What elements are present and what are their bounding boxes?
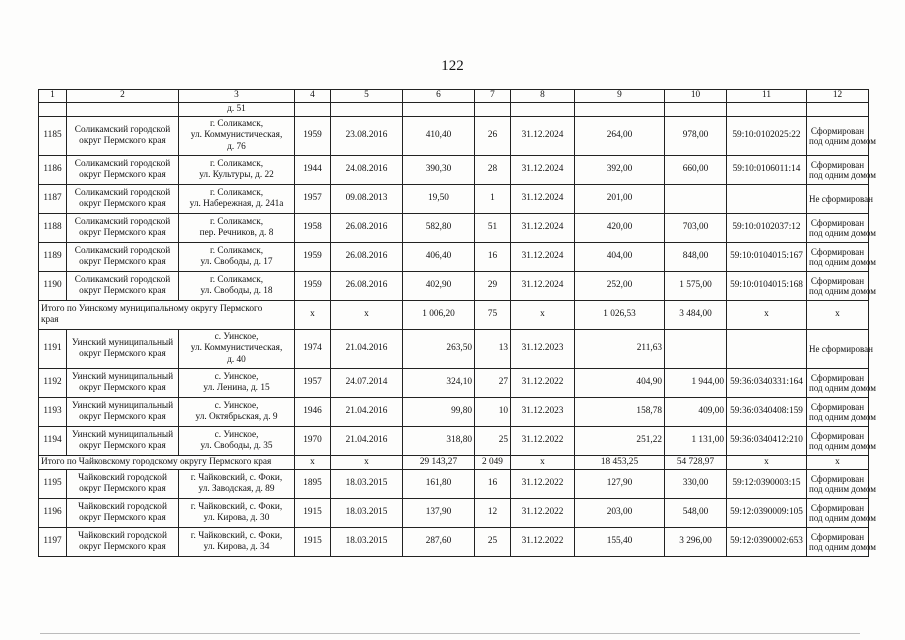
resettlement-deadline: 31.12.2024	[511, 272, 575, 301]
recognition-date: 21.04.2016	[331, 330, 403, 369]
cadastral-number: 59:36:0340412:210	[727, 427, 807, 456]
address-line: г. Соликамск,	[209, 245, 264, 256]
empty-cell	[475, 103, 511, 117]
cadastral-number	[727, 185, 807, 214]
address-line: ул. Свободы, д. 18	[200, 286, 273, 296]
year-built: 1957	[295, 185, 331, 214]
subtotal-label	[39, 301, 295, 330]
land-area: 978,00	[665, 117, 727, 156]
land-area: 1 575,00	[665, 272, 727, 301]
empty-cell	[331, 103, 403, 117]
area-2: 420,00	[575, 214, 665, 243]
land-status-line: Сформирован	[810, 372, 865, 383]
land-status	[807, 214, 876, 243]
subtotal-c5: x	[331, 456, 403, 470]
residents: 28	[475, 156, 511, 185]
municipality: Соликамский городской округ Пермского края	[67, 272, 179, 301]
land-status	[807, 528, 876, 557]
table-row	[39, 185, 869, 214]
land-area: 660,00	[665, 156, 727, 185]
residents: 13	[475, 330, 511, 369]
year-built: 1915	[295, 528, 331, 557]
address	[179, 185, 295, 214]
resettlement-deadline: 31.12.2023	[511, 398, 575, 427]
land-status-line: под одним домом	[809, 383, 876, 393]
address-line: ул. Ленина, д. 15	[203, 383, 270, 393]
subtotal-area: 29 143,27	[403, 456, 475, 470]
land-status-line: под одним домом	[809, 257, 876, 267]
address-continuation: д. 51	[179, 103, 295, 117]
column-number: 7	[475, 90, 511, 103]
address-line: д. 76	[227, 141, 246, 152]
column-number: 11	[727, 90, 807, 103]
land-status-line: под одним домом	[809, 484, 876, 494]
address-line: г. Соликамск,	[209, 216, 264, 227]
row-number: 1191	[39, 330, 67, 369]
address-line: г. Чайковский, с. Фоки,	[190, 501, 283, 512]
address-line: г. Чайковский, с. Фоки,	[190, 472, 283, 483]
subtotal-row	[39, 456, 869, 470]
area-2: 127,90	[575, 470, 665, 499]
subtotal-residents: 2 049	[475, 456, 511, 470]
land-status-line: Сформирован	[810, 159, 865, 170]
column-number: 3	[179, 90, 295, 103]
recognition-date: 21.04.2016	[331, 427, 403, 456]
total-area: 390,30	[403, 156, 475, 185]
address-line: ул. Свободы, д. 35	[200, 441, 273, 451]
cadastral-number: 59:10:0106011:14	[727, 156, 807, 185]
residents: 29	[475, 272, 511, 301]
land-area: 330,00	[665, 470, 727, 499]
municipality: Уинский муниципальный округ Пермского края	[67, 427, 179, 456]
subtotal-c8: x	[511, 456, 575, 470]
table-row	[39, 272, 869, 301]
land-status	[807, 369, 876, 398]
row-number: 1197	[39, 528, 67, 557]
land-status-line: Сформирован	[810, 275, 865, 286]
recognition-date: 09.08.2013	[331, 185, 403, 214]
area-2: 392,00	[575, 156, 665, 185]
column-number: 5	[331, 90, 403, 103]
municipality: Чайковский городской округ Пермского края	[67, 470, 179, 499]
year-built: 1957	[295, 369, 331, 398]
address-line: ул. Октябрьская, д. 9	[195, 412, 278, 422]
area-2: 252,00	[575, 272, 665, 301]
address-line: ул. Коммунистическая,	[190, 130, 283, 141]
empty-cell	[403, 103, 475, 117]
resettlement-deadline: 31.12.2024	[511, 117, 575, 156]
municipality: Уинский муниципальный округ Пермского края	[67, 398, 179, 427]
land-area: 848,00	[665, 243, 727, 272]
area-2: 251,22	[575, 427, 665, 456]
recognition-date: 18.03.2015	[331, 499, 403, 528]
total-area: 137,90	[403, 499, 475, 528]
row-number: 1188	[39, 214, 67, 243]
land-status	[807, 470, 876, 499]
total-area: 19,50	[403, 185, 475, 214]
area-2: 201,00	[575, 185, 665, 214]
land-status	[807, 272, 876, 301]
land-status-line: Сформирован	[810, 430, 865, 441]
land-area	[665, 185, 727, 214]
address-line: ул. Коммунистическая,	[190, 343, 283, 354]
table-row	[39, 398, 869, 427]
land-status	[807, 156, 876, 185]
subtotal-c4: x	[295, 301, 331, 330]
column-number: 10	[665, 90, 727, 103]
area-2: 158,78	[575, 398, 665, 427]
residents: 1	[475, 185, 511, 214]
municipality: Чайковский городской округ Пермского края	[67, 528, 179, 557]
land-area: 703,00	[665, 214, 727, 243]
year-built: 1959	[295, 117, 331, 156]
empty-cell	[807, 103, 869, 117]
cadastral-number: 59:36:0340408:159	[727, 398, 807, 427]
empty-cell	[295, 103, 331, 117]
land-status-line: Не сформирован	[809, 343, 873, 354]
recognition-date: 21.04.2016	[331, 398, 403, 427]
land-status-line: под одним домом	[809, 228, 876, 238]
total-area: 263,50	[403, 330, 475, 369]
column-number: 4	[295, 90, 331, 103]
row-number: 1196	[39, 499, 67, 528]
resettlement-deadline: 31.12.2022	[511, 499, 575, 528]
land-status	[807, 243, 876, 272]
total-area: 324,10	[403, 369, 475, 398]
year-built: 1959	[295, 272, 331, 301]
resettlement-deadline: 31.12.2024	[511, 185, 575, 214]
subtotal-area2: 1 026,53	[575, 301, 665, 330]
area-2: 203,00	[575, 499, 665, 528]
cadastral-number: 59:12:0390003:15	[727, 470, 807, 499]
cadastral-number: 59:10:0102037:12	[727, 214, 807, 243]
year-built: 1959	[295, 243, 331, 272]
land-status	[807, 330, 873, 369]
address	[179, 156, 295, 185]
resettlement-deadline: 31.12.2024	[511, 214, 575, 243]
address-line: г. Чайковский, с. Фоки,	[190, 530, 283, 541]
land-status-line: под одним домом	[809, 170, 876, 180]
address	[179, 243, 295, 272]
table-row	[39, 117, 869, 156]
table-row	[39, 427, 869, 456]
year-built: 1974	[295, 330, 331, 369]
land-area: 3 296,00	[665, 528, 727, 557]
table-row	[39, 499, 869, 528]
empty-cell	[511, 103, 575, 117]
land-status	[807, 185, 873, 214]
resettlement-deadline: 31.12.2024	[511, 156, 575, 185]
municipality: Соликамский городской округ Пермского края	[67, 214, 179, 243]
resettlement-deadline: 31.12.2022	[511, 369, 575, 398]
subtotal-c12: x	[807, 456, 869, 470]
residents: 25	[475, 427, 511, 456]
land-status-line: Сформирован	[810, 531, 865, 542]
land-status	[807, 117, 876, 156]
land-status-line: Сформирован	[810, 401, 865, 412]
recognition-date: 26.08.2016	[331, 243, 403, 272]
recognition-date: 24.08.2016	[331, 156, 403, 185]
area-2: 404,00	[575, 243, 665, 272]
area-2: 264,00	[575, 117, 665, 156]
row-number: 1194	[39, 427, 67, 456]
residents: 16	[475, 243, 511, 272]
municipality: Соликамский городской округ Пермского края	[67, 117, 179, 156]
continuation-row	[39, 103, 869, 117]
address	[179, 398, 295, 427]
recognition-date: 18.03.2015	[331, 528, 403, 557]
resettlement-deadline: 31.12.2022	[511, 427, 575, 456]
table-row	[39, 369, 869, 398]
address	[179, 214, 295, 243]
address	[179, 369, 295, 398]
year-built: 1915	[295, 499, 331, 528]
subtotal-c11: x	[727, 456, 807, 470]
column-number: 1	[39, 90, 67, 103]
municipality: Уинский муниципальный округ Пермского края	[67, 330, 179, 369]
column-number: 8	[511, 90, 575, 103]
address-line: ул. Набережная, д. 241а	[189, 199, 284, 209]
address	[179, 272, 295, 301]
land-area: 548,00	[665, 499, 727, 528]
land-status-line: Сформирован	[810, 246, 865, 257]
address-line: с. Уинское,	[214, 332, 259, 343]
table-row	[39, 156, 869, 185]
subtotal-land-area: 54 728,97	[665, 456, 727, 470]
land-status-line: под одним домом	[809, 412, 876, 422]
address-line: с. Уинское,	[214, 400, 259, 411]
address-line: г. Соликамск,	[209, 187, 264, 198]
resettlement-deadline: 31.12.2024	[511, 243, 575, 272]
empty-cell	[575, 103, 665, 117]
residents: 16	[475, 470, 511, 499]
subtotal-land-area: 3 484,00	[665, 301, 727, 330]
land-area: 409,00	[665, 398, 727, 427]
recognition-date: 26.08.2016	[331, 214, 403, 243]
recognition-date: 26.08.2016	[331, 272, 403, 301]
cadastral-number: 59:10:0102025:22	[727, 117, 807, 156]
subtotal-area2: 18 453,25	[575, 456, 665, 470]
housing-register-table	[38, 89, 876, 557]
land-status-line: под одним домом	[809, 441, 876, 451]
subtotal-c12: x	[807, 301, 869, 330]
table-row	[39, 330, 869, 369]
year-built: 1958	[295, 214, 331, 243]
resettlement-deadline: 31.12.2022	[511, 528, 575, 557]
subtotal-label-line: Итого по Чайковскому городскому округу Пермского края	[41, 456, 272, 467]
column-number: 9	[575, 90, 665, 103]
land-area: 1 944,00	[665, 369, 727, 398]
recognition-date: 23.08.2016	[331, 117, 403, 156]
land-status	[807, 398, 876, 427]
total-area: 161,80	[403, 470, 475, 499]
address-line: ул. Кирова, д. 34	[203, 542, 270, 552]
address-line: г. Соликамск,	[209, 274, 264, 285]
address-line: пер. Речников, д. 8	[199, 228, 274, 238]
total-area: 402,90	[403, 272, 475, 301]
address-line: ул. Заводская, д. 89	[198, 484, 275, 494]
area-2: 155,40	[575, 528, 665, 557]
residents: 51	[475, 214, 511, 243]
page-bottom-edge	[40, 633, 860, 634]
land-area: 1 131,00	[665, 427, 727, 456]
municipality: Чайковский городской округ Пермского края	[67, 499, 179, 528]
column-number: 6	[403, 90, 475, 103]
cadastral-number: 59:12:0390009:105	[727, 499, 807, 528]
row-number: 1190	[39, 272, 67, 301]
address-line: г. Соликамск,	[209, 158, 264, 169]
address-line: с. Уинское,	[214, 429, 259, 440]
address-line: г. Соликамск,	[209, 119, 264, 130]
year-built: 1946	[295, 398, 331, 427]
land-status-line: под одним домом	[809, 136, 876, 146]
empty-cell	[727, 103, 807, 117]
residents: 10	[475, 398, 511, 427]
subtotal-label	[39, 456, 295, 470]
area-2: 211,63	[575, 330, 665, 369]
total-area: 287,60	[403, 528, 475, 557]
total-area: 406,40	[403, 243, 475, 272]
column-number: 2	[67, 90, 179, 103]
land-status-line: под одним домом	[809, 513, 876, 523]
row-number: 1187	[39, 185, 67, 214]
residents: 12	[475, 499, 511, 528]
row-number: 1185	[39, 117, 67, 156]
municipality: Соликамский городской округ Пермского края	[67, 185, 179, 214]
total-area: 582,80	[403, 214, 475, 243]
residents: 27	[475, 369, 511, 398]
land-status-line: под одним домом	[809, 286, 876, 296]
empty-cell	[665, 103, 727, 117]
land-status-line: Сформирован	[810, 473, 865, 484]
land-status-line: под одним домом	[809, 542, 876, 552]
area-2: 404,90	[575, 369, 665, 398]
cadastral-number: 59:10:0104015:167	[727, 243, 807, 272]
subtotal-label-line: Итого по Уинскому муниципальному округу Пермского	[41, 303, 263, 314]
address	[179, 528, 295, 557]
cadastral-number: 59:10:0104015:168	[727, 272, 807, 301]
residents: 25	[475, 528, 511, 557]
cadastral-number: 59:12:0390002:653	[727, 528, 807, 557]
total-area: 99,80	[403, 398, 475, 427]
municipality: Соликамский городской округ Пермского края	[67, 156, 179, 185]
resettlement-deadline: 31.12.2023	[511, 330, 575, 369]
address-line: ул. Кирова, д. 30	[203, 513, 270, 523]
year-built: 1970	[295, 427, 331, 456]
year-built: 1944	[295, 156, 331, 185]
subtotal-c5: x	[331, 301, 403, 330]
land-status-line: Сформирован	[810, 502, 865, 513]
row-number: 1189	[39, 243, 67, 272]
address	[179, 117, 295, 156]
table-row	[39, 214, 869, 243]
total-area: 318,80	[403, 427, 475, 456]
recognition-date: 24.07.2014	[331, 369, 403, 398]
row-number: 1192	[39, 369, 67, 398]
land-status	[807, 499, 876, 528]
column-number-row	[39, 90, 869, 103]
row-number: 1186	[39, 156, 67, 185]
subtotal-row	[39, 301, 869, 330]
land-area	[665, 330, 727, 369]
land-status-line: Сформирован	[810, 217, 865, 228]
address-line: ул. Культуры, д. 22	[199, 170, 274, 180]
row-number: 1195	[39, 470, 67, 499]
address-line: с. Уинское,	[214, 371, 259, 382]
subtotal-label-line: края	[41, 315, 59, 325]
residents: 26	[475, 117, 511, 156]
cadastral-number	[727, 330, 807, 369]
resettlement-deadline: 31.12.2022	[511, 470, 575, 499]
total-area: 410,40	[403, 117, 475, 156]
subtotal-c8: x	[511, 301, 575, 330]
address	[179, 470, 295, 499]
address-line: д. 40	[227, 354, 246, 365]
subtotal-residents: 75	[475, 301, 511, 330]
land-status-line: Сформирован	[810, 125, 865, 136]
table-row	[39, 470, 869, 499]
municipality: Уинский муниципальный округ Пермского края	[67, 369, 179, 398]
address	[179, 427, 295, 456]
page-number: 122	[441, 58, 464, 74]
subtotal-c4: x	[295, 456, 331, 470]
municipality: Соликамский городской округ Пермского края	[67, 243, 179, 272]
subtotal-c11: x	[727, 301, 807, 330]
address	[179, 499, 295, 528]
address	[179, 330, 295, 369]
empty-cell	[39, 103, 67, 117]
cadastral-number: 59:36:0340331:164	[727, 369, 807, 398]
recognition-date: 18.03.2015	[331, 470, 403, 499]
land-status-line: Не сформирован	[809, 193, 873, 204]
table-row	[39, 528, 869, 557]
column-number: 12	[807, 90, 869, 103]
address-line: ул. Свободы, д. 17	[200, 257, 273, 267]
row-number: 1193	[39, 398, 67, 427]
table-row	[39, 243, 869, 272]
land-status	[807, 427, 876, 456]
year-built: 1895	[295, 470, 331, 499]
empty-cell	[67, 103, 179, 117]
subtotal-area: 1 006,20	[403, 301, 475, 330]
